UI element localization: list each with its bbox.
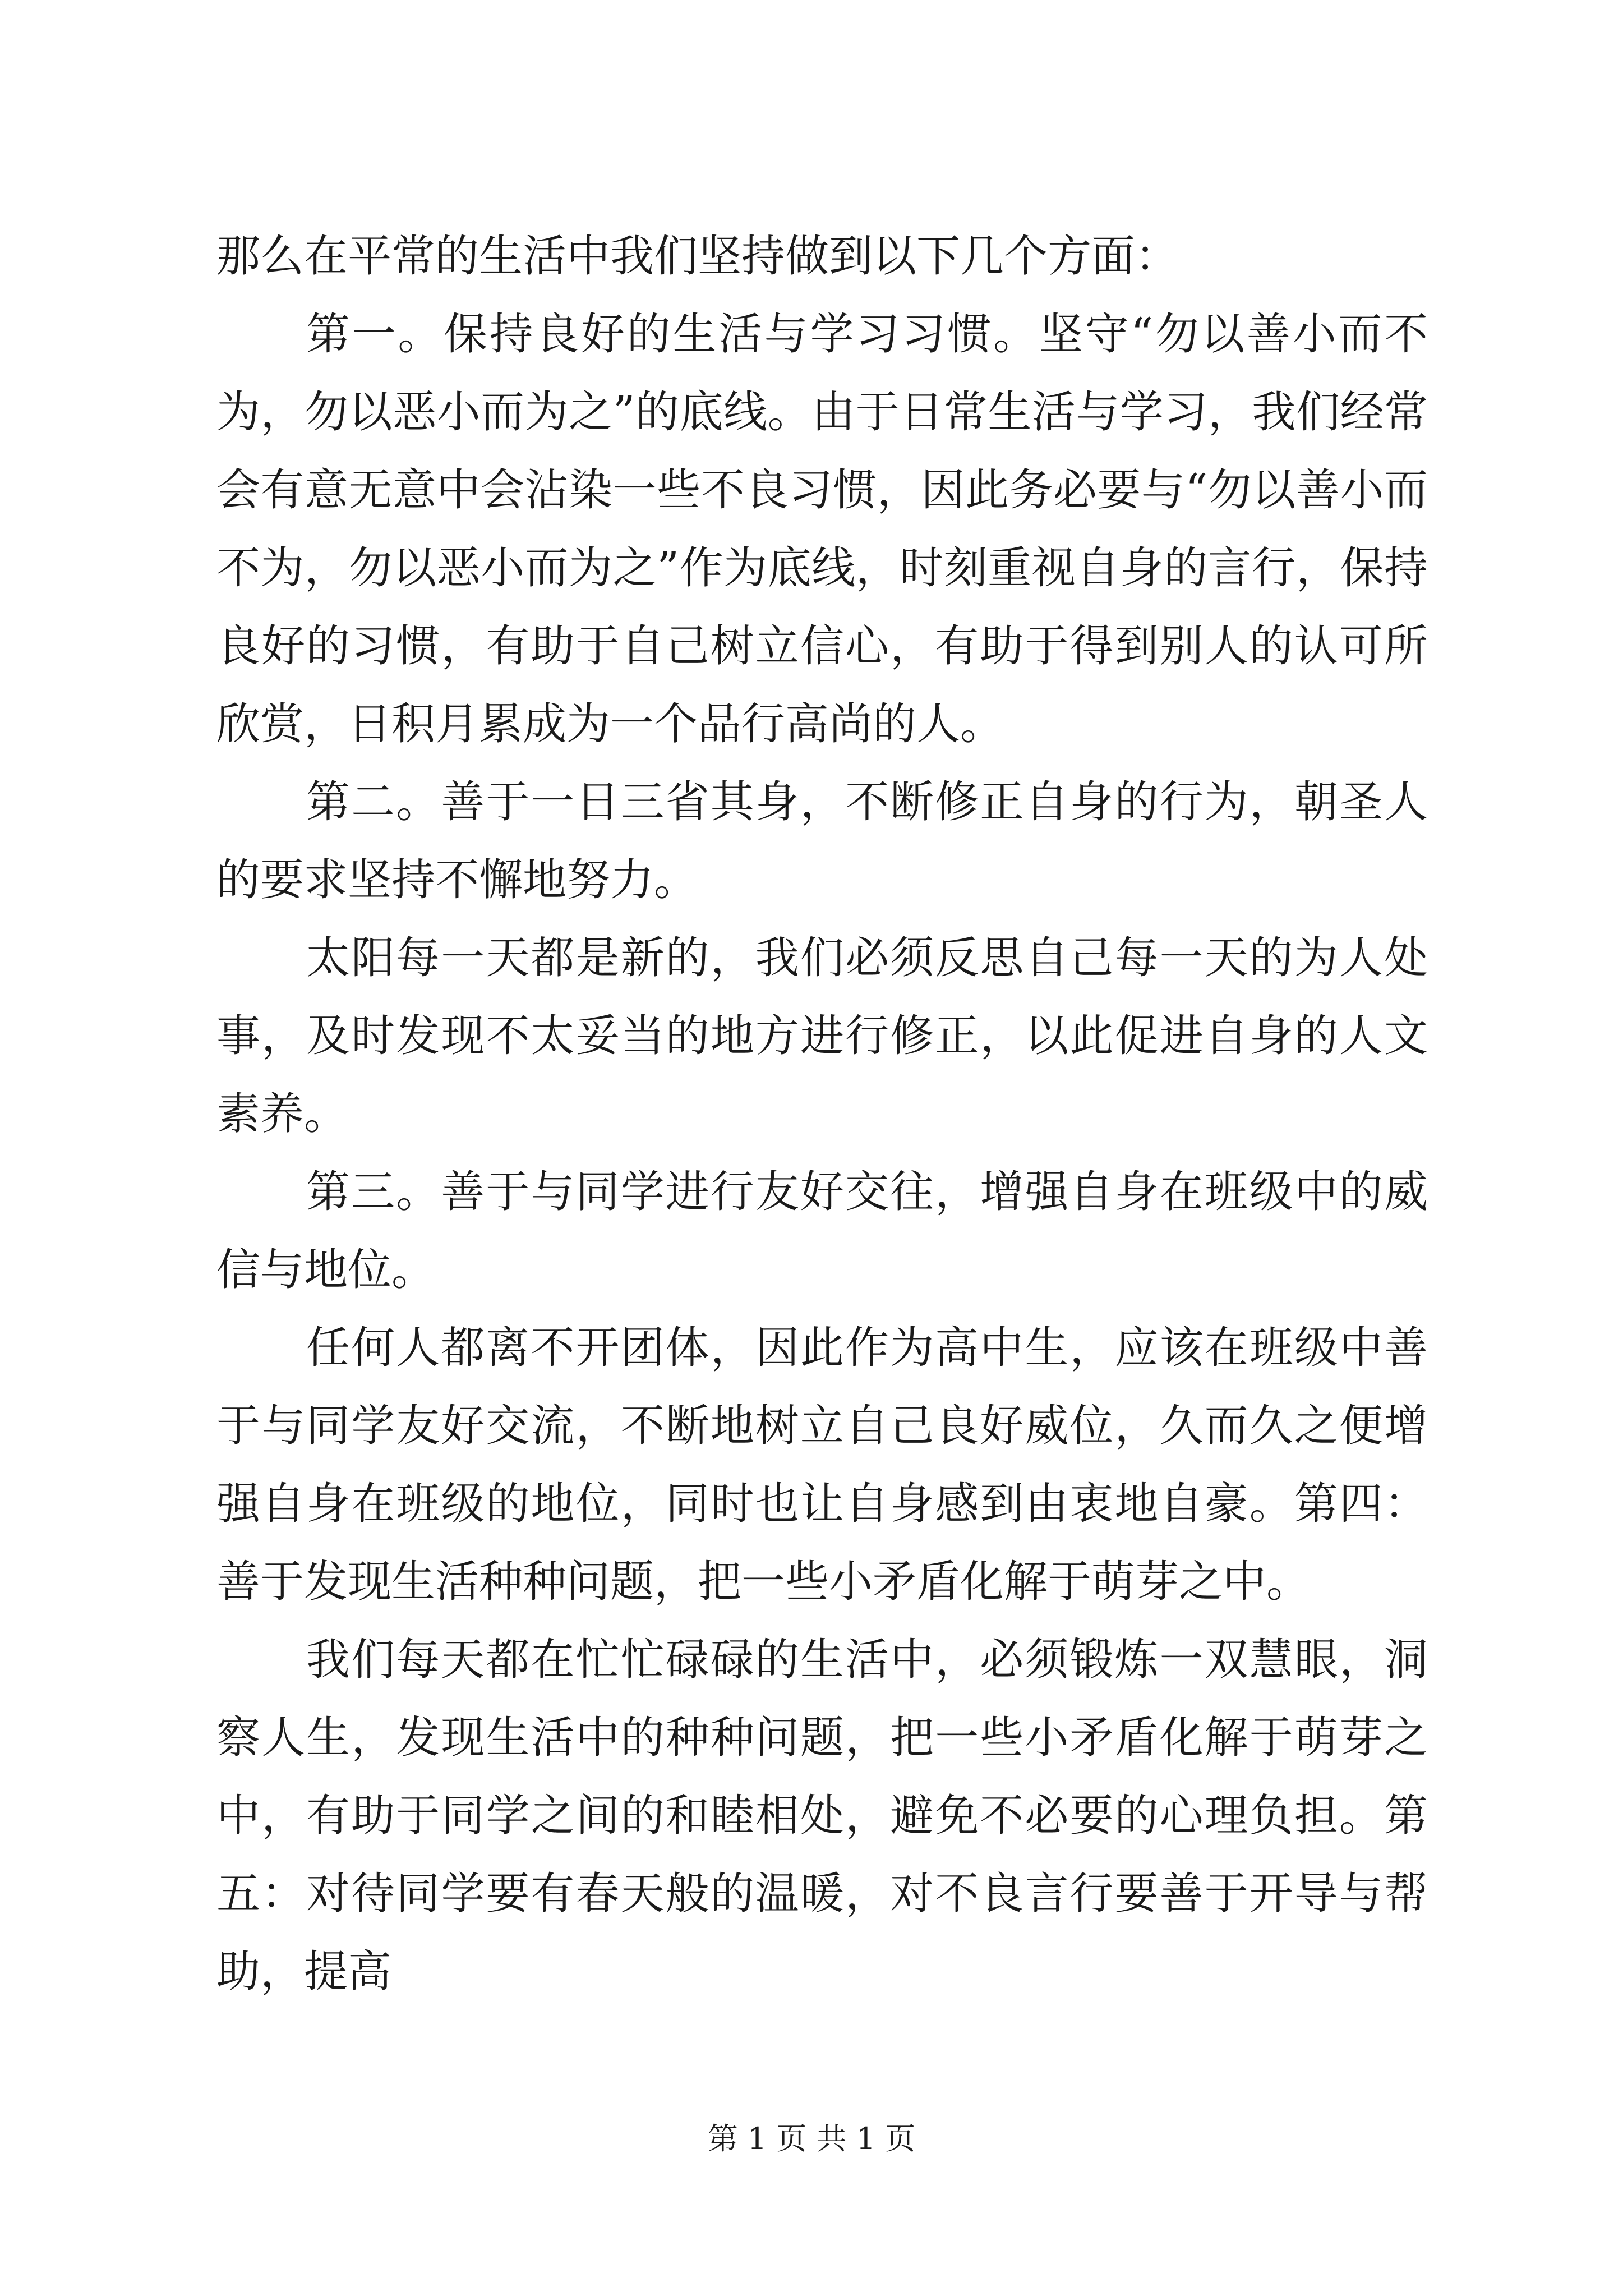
paragraph-first-point: 第一。保持良好的生活与学习习惯。坚守“勿以善小而不为，勿以恶小而为之”的底线。由于日常生活与学习，我们经常会有意无意中会沾染一些不良习惯，因此务必要与“勿以善小而不为，勿以恶小而为之”作为底线，时刻重视自身的言行，保持良好的习惯，有助于自己树立信心，有助于得到别人的认可所欣赏，日积月累成为一个品行高尚的人。 <box>216 309 1428 749</box>
paragraph-second-detail: 太阳每一天都是新的，我们必须反思自己每一天的为人处事，及时发现不太妥当的地方进行修正，以此促进自身的人文素养。 <box>216 933 1428 1139</box>
paragraph-third-detail: 任何人都离不开团体，因此作为高中生，应该在班级中善于与同学友好交流，不断地树立自己良好威位，久而久之便增强自身在班级的地位，同时也让自身感到由衷地自豪。第四：善于发现生活种种问题，把一些小矛盾化解于萌芽之中。 <box>216 1323 1428 1607</box>
paragraph-third-point: 第三。善于与同学进行友好交往，增强自身在班级中的威信与地位。 <box>216 1167 1428 1295</box>
paragraph-intro: 那么在平常的生活中我们坚持做到以下几个方面： <box>216 231 1179 282</box>
page-footer: 第 1 页 共 1 页 <box>707 2121 916 2156</box>
document-body <box>216 218 1428 2011</box>
paragraph-fourth-detail: 我们每天都在忙忙碌碌的生活中，必须锻炼一双慧眼，洞察人生，发现生活中的种种问题，把一些小矛盾化解于萌芽之中，有助于同学之间的和睦相处，避免不必要的心理负担。第五：对待同学要有春天般的温暖，对不良言行要善于开导与帮助，提高 <box>216 1635 1428 1997</box>
paragraph-second-point: 第二。善于一日三省其身，不断修正自身的行为，朝圣人的要求坚持不懈地努力。 <box>216 777 1428 905</box>
